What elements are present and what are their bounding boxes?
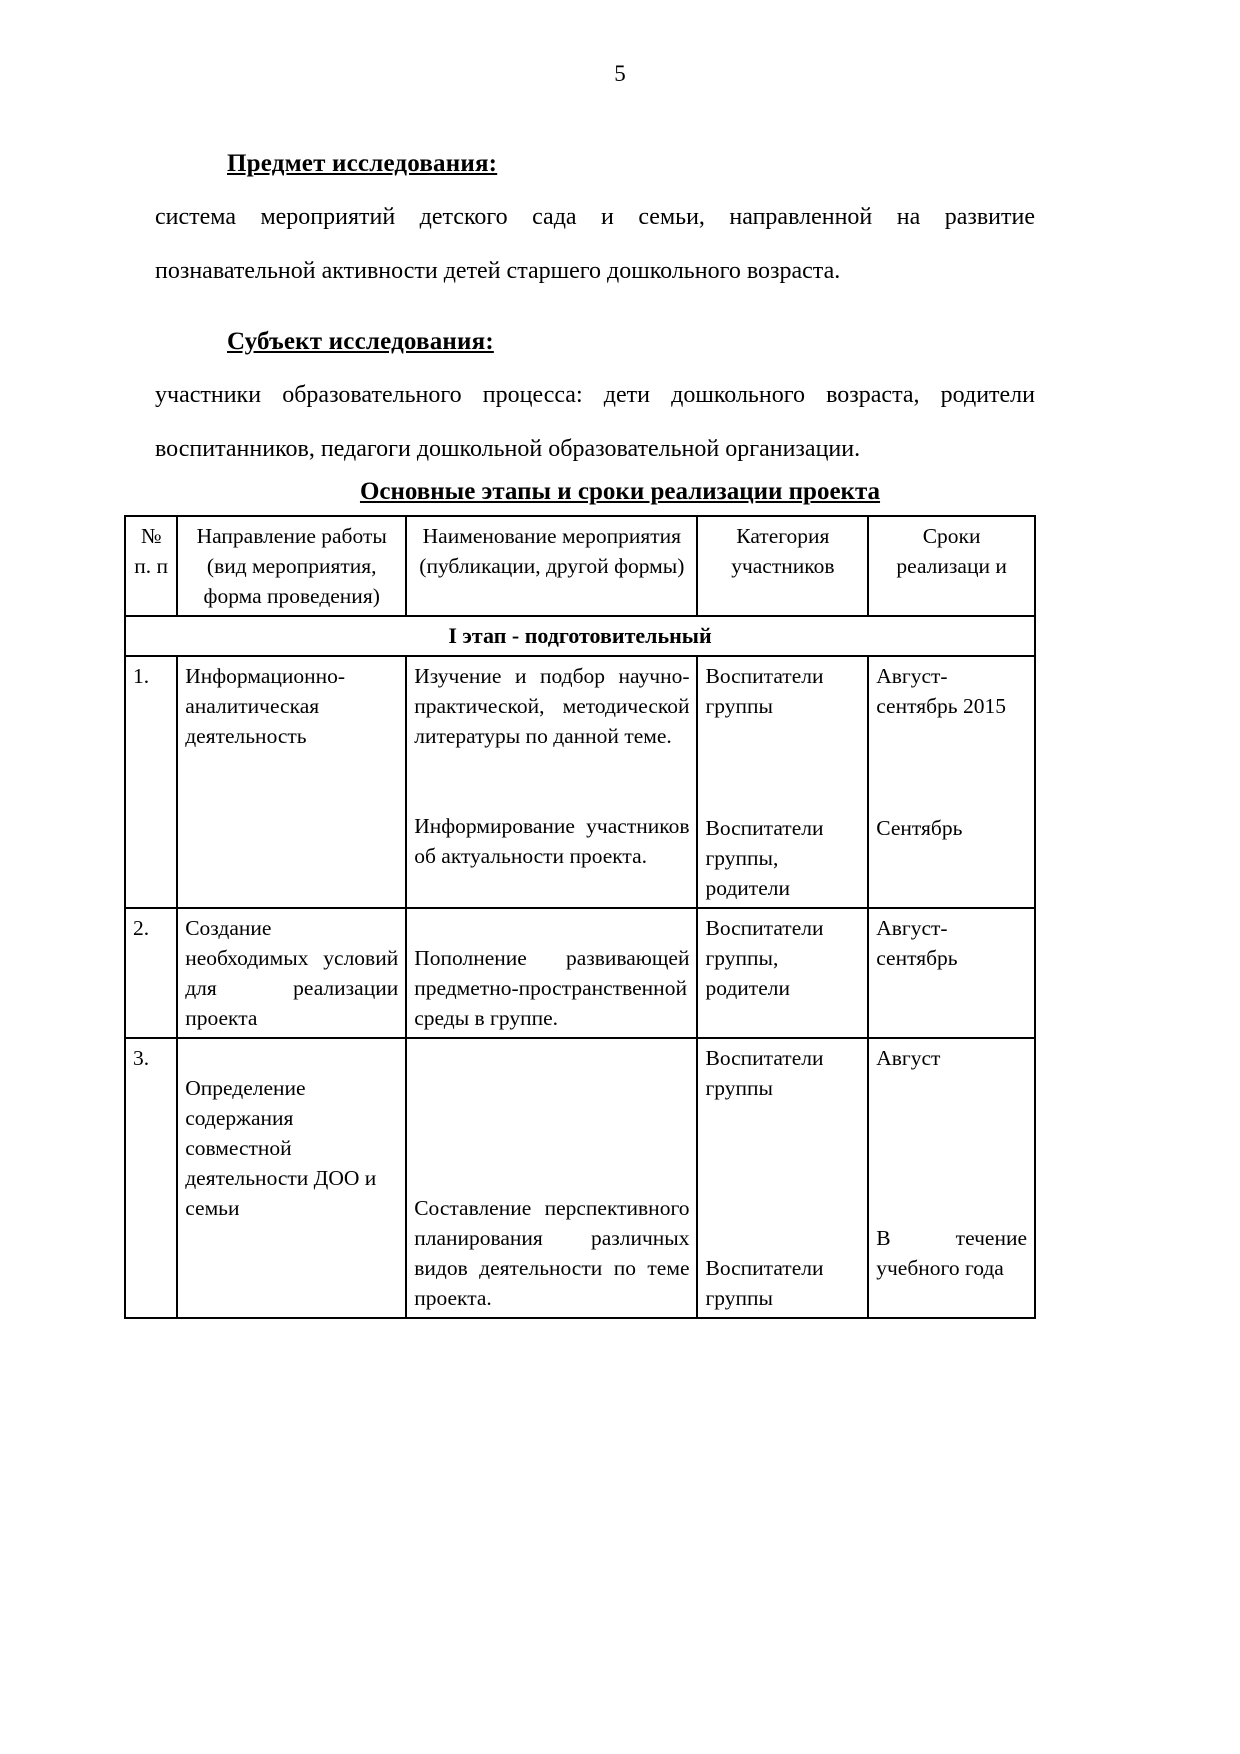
section-heading-subject-block bbox=[155, 328, 1035, 356]
table-header-category: Категория участников bbox=[697, 516, 868, 616]
spacer bbox=[705, 1103, 860, 1253]
section-heading-subject: Субъект исследования: bbox=[227, 328, 494, 355]
row-event-1: Изучение и подбор научно-практической, методической литературы по данной теме. bbox=[414, 664, 690, 748]
row-categories bbox=[697, 908, 868, 1038]
table-header-name: Наименование мероприятия (публикации, другой формы) bbox=[406, 516, 697, 616]
table-header-terms: Сроки реализаци и bbox=[868, 516, 1035, 616]
spacer bbox=[185, 1043, 398, 1073]
row-category-1: Воспитатели группы bbox=[705, 1046, 824, 1100]
row-event-2: Информирование участников об актуальности проекта. bbox=[414, 814, 690, 868]
row-category-1: Воспитатели группы bbox=[705, 664, 824, 718]
row-categories bbox=[697, 656, 868, 908]
section-paragraph-subject-matter: система мероприятий детского сада и семьи, направленной на развитие познавательной активности детей старшего дошкольного возраста. bbox=[155, 204, 1035, 284]
row-term-2: Сентябрь bbox=[876, 816, 963, 840]
section-paragraph-subject: участники образовательного процесса: дети дошкольного возраста, родители воспитанников, педагоги дошкольной образовательной организации. bbox=[155, 382, 1035, 462]
row-events bbox=[406, 1038, 697, 1318]
row-categories bbox=[697, 1038, 868, 1318]
section-heading-subject-matter-block bbox=[155, 150, 1035, 178]
table-stage-row bbox=[125, 616, 1035, 656]
row-category-2: Воспитатели группы, родители bbox=[705, 816, 824, 900]
row-term-1: Август bbox=[876, 1046, 941, 1070]
row-term-1: Август-сентябрь 2015 bbox=[876, 664, 1006, 718]
row-events bbox=[406, 908, 697, 1038]
table-header-row bbox=[125, 516, 1035, 616]
row-category-2: Воспитатели группы bbox=[705, 1256, 824, 1310]
table-row bbox=[125, 1038, 1035, 1318]
row-direction: Информационно-аналитическая деятельность bbox=[177, 656, 406, 908]
project-stages-table bbox=[124, 515, 1036, 1319]
row-number: 3. bbox=[125, 1038, 177, 1318]
document-body bbox=[155, 150, 1035, 476]
spacer bbox=[876, 1073, 1027, 1223]
row-term-2: В течение учебного года bbox=[876, 1226, 1027, 1280]
page-number: 5 bbox=[614, 61, 626, 86]
row-terms bbox=[868, 656, 1035, 908]
spacer bbox=[414, 913, 689, 943]
spacer bbox=[876, 721, 1027, 813]
table-row bbox=[125, 908, 1035, 1038]
table-row bbox=[125, 656, 1035, 908]
row-term-1: Август-сентябрь bbox=[876, 916, 958, 970]
row-number: 1. bbox=[125, 656, 177, 908]
row-direction: Создание необходимых условий для реализации проекта bbox=[177, 908, 406, 1038]
row-number: 2. bbox=[125, 908, 177, 1038]
row-terms bbox=[868, 1038, 1035, 1318]
section-heading-subject-matter: Предмет исследования: bbox=[227, 150, 498, 177]
table-title bbox=[0, 478, 1240, 506]
row-category-1: Воспитатели группы, родители bbox=[705, 916, 824, 1000]
row-terms bbox=[868, 908, 1035, 1038]
row-direction bbox=[177, 1038, 406, 1318]
table-header-num: № п. п bbox=[125, 516, 177, 616]
spacer bbox=[705, 721, 860, 813]
stage-label: I этап - подготовительный bbox=[125, 616, 1035, 656]
row-event-1: Составление перспективного планирования различных видов деятельности по теме проекта. bbox=[414, 1196, 690, 1310]
row-direction-text: Определение содержания совместной деятельности ДОО и семьи bbox=[185, 1076, 377, 1220]
table-header-direction: Направление работы (вид мероприятия, форма проведения) bbox=[177, 516, 406, 616]
spacer bbox=[414, 751, 689, 811]
table-title-text: Основные этапы и сроки реализации проекта bbox=[359, 478, 881, 505]
row-event-1: Пополнение развивающей предметно-пространственной среды в группе. bbox=[414, 946, 690, 1030]
spacer bbox=[414, 1043, 689, 1193]
row-events bbox=[406, 656, 697, 908]
